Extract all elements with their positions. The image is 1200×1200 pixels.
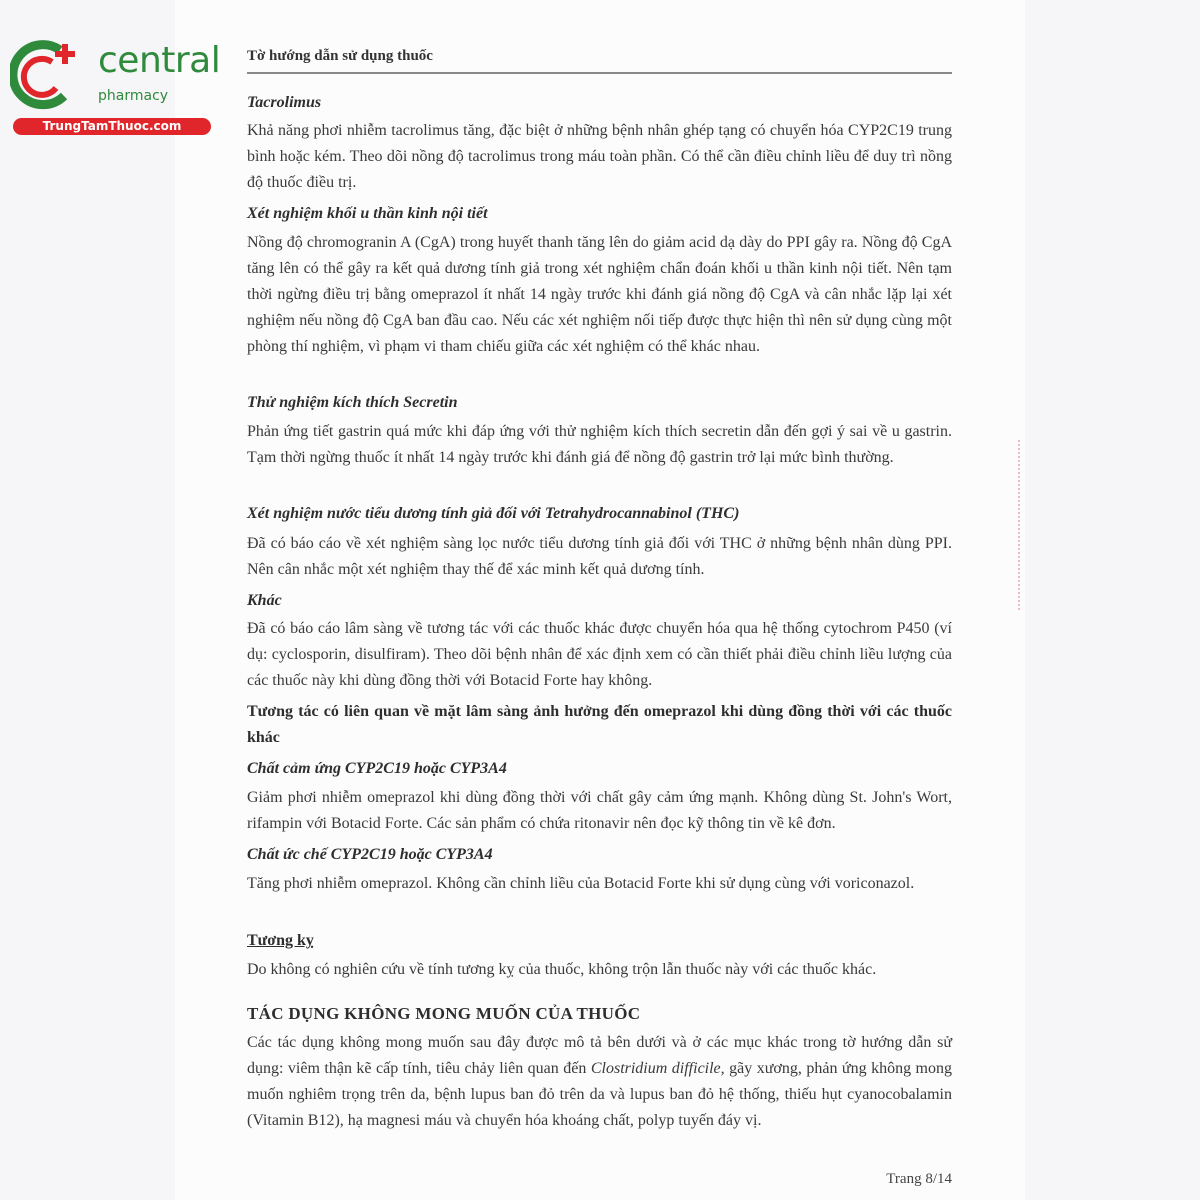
heading-other: Khác [247, 592, 282, 609]
heading-secretin: Thử nghiệm kích thích Secretin [247, 394, 458, 411]
document-header: Tờ hướng dẫn sử dụng thuốc [247, 48, 433, 64]
heading-interactions: Tương tác có liên quan về mặt lâm sàng ảnh hưởng đến omeprazol khi dùng đồng thời với các thuốc khác [247, 703, 952, 746]
paragraph: Đã có báo cáo lâm sàng về tương tác với các thuốc khác được chuyển hóa qua hệ thống cytochrom P450 (ví dụ: cyclosporin, disulfiram). Theo dõi bệnh nhân để xác định xem có cần thiết phải điều chỉnh liều lượng của các thuốc này khi dùng đồng thời với Botacid Forte hay không. [247, 620, 952, 689]
logo-brand: central [98, 40, 221, 81]
text: Các tác dụng không mong muốn sau đây được mô tả bên dưới và ở các mục khác trong tờ hướng dẫn sử dụng: viêm thận kẽ cấp tính, tiêu chảy liên quan đến [247, 1034, 952, 1077]
heading-inhibitors: Chất ức chế CYP2C19 hoặc CYP3A4 [247, 846, 493, 863]
pharmacy-c-cross-icon [10, 38, 90, 113]
paragraph: Phản ứng tiết gastrin quá mức khi đáp ứng với thử nghiệm kích thích secretin dẫn đến gợi ý sai về u gastrin. Tạm thời ngừng thuốc ít nhất 14 ngày trước khi đánh giá để nồng độ gastrin trở lại mức bình thường. [247, 423, 952, 466]
heading-inducers: Chất cảm ứng CYP2C19 hoặc CYP3A4 [247, 760, 507, 777]
central-pharmacy-logo [10, 38, 221, 138]
page-number: Trang 8/14 [886, 1171, 952, 1187]
header-divider [247, 72, 952, 74]
paragraph: Do không có nghiên cứu về tính tương kỵ của thuốc, không trộn lẫn thuốc này với các thuốc khác. [247, 961, 877, 978]
stamp-mark [1018, 440, 1028, 610]
heading-incompatibility: Tương kỵ [247, 932, 314, 949]
italic-organism: Clostridium difficile, [590, 1060, 725, 1077]
logo-subtitle: pharmacy [98, 88, 169, 104]
paragraph: Tăng phơi nhiễm omeprazol. Không cần chỉnh liều của Botacid Forte khi sử dụng cùng với voriconazol. [247, 875, 915, 892]
heading-neuroendocrine-test: Xét nghiệm khối u thần kinh nội tiết [247, 205, 488, 222]
logo-website: TrungTamThuoc.com [13, 118, 211, 135]
paragraph-adverse-effects [247, 1030, 952, 1134]
paragraph: Giảm phơi nhiễm omeprazol khi dùng đồng thời với chất gây cảm ứng mạnh. Không dùng St. John's Wort, rifampin với Botacid Forte. Các sản phẩm có chứa ritonavir nên đọc kỹ thông tin về kê đơn. [247, 789, 952, 832]
heading-tacrolimus: Tacrolimus [247, 94, 322, 111]
section-heading-adverse-effects: TÁC DỤNG KHÔNG MONG MUỐN CỦA THUỐC [247, 1004, 641, 1023]
paragraph: Nồng độ chromogranin A (CgA) trong huyết thanh tăng lên do giảm acid dạ dày do PPI gây ra. Nồng độ CgA tăng lên có thể gây ra kết quả dương tính giả trong xét nghiệm chẩn đoán khối u thần kinh nội tiết. Nên tạm thời ngừng điều trị bằng omeprazol ít nhất 14 ngày trước khi đánh giá nồng độ CgA và cân nhắc lặp lại xét nghiệm nếu nồng độ CgA ban đầu cao. Nếu các xét nghiệm nối tiếp được thực hiện thì nên sử dụng cùng một phòng thí nghiệm, vì phạm vi tham chiếu giữa các xét nghiệm có thể khác nhau. [247, 234, 952, 355]
paragraph: Khả năng phơi nhiễm tacrolimus tăng, đặc biệt ở những bệnh nhân ghép tạng có chuyển hóa CYP2C19 trung bình hoặc kém. Theo dõi nồng độ tacrolimus trong máu toàn phần. Có thể cần điều chỉnh liều để duy trì nồng độ thuốc điều trị. [247, 122, 952, 191]
paragraph: Đã có báo cáo về xét nghiệm sàng lọc nước tiểu dương tính giả đối với THC ở những bệnh nhân dùng PPI. Nên cân nhắc một xét nghiệm thay thế để xác minh kết quả dương tính. [247, 535, 952, 578]
heading-thc: Xét nghiệm nước tiểu dương tính giả đối với Tetrahydrocannabinol (THC) [247, 505, 740, 522]
text: gãy xương, phản ứng không mong muốn nghiêm trọng trên da, bệnh lupus ban đỏ trên da và lupus ban đỏ hệ thống, thiếu hụt cyanocobalamin (Vitamin B12), hạ magnesi máu và chuyển hóa khoáng chất, polyp tuyến đáy vị. [247, 1060, 953, 1129]
